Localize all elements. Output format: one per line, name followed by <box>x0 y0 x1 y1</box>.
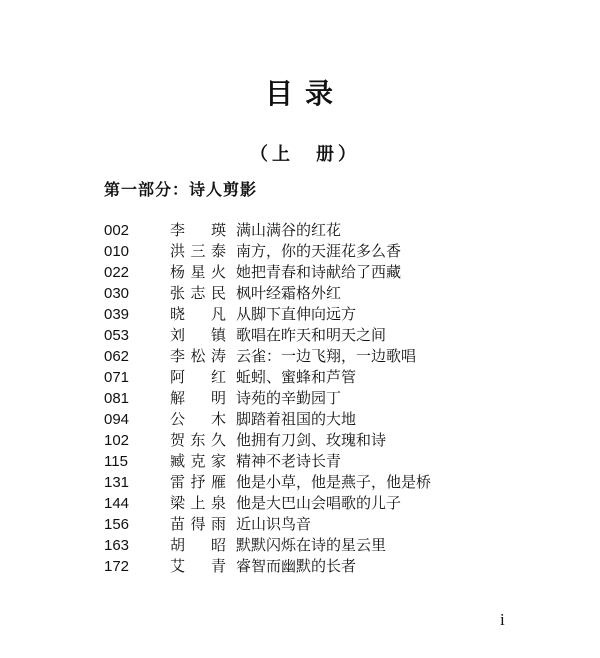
toc-page-number: 156 <box>104 516 130 533</box>
toc-entry <box>104 556 504 577</box>
toc-author: 李松涛 <box>170 347 226 365</box>
toc-author: 苗得雨 <box>170 515 226 533</box>
toc-author: 雷抒雁 <box>170 473 226 491</box>
toc-author: 艾 青 <box>170 557 226 575</box>
toc-page-number: 163 <box>104 537 130 554</box>
toc-page-number: 010 <box>104 243 130 260</box>
toc-author: 李 瑛 <box>170 221 226 239</box>
toc-title: 诗苑的辛勤园丁 <box>236 389 342 407</box>
page-number: i <box>500 610 505 629</box>
toc-author: 杨星火 <box>170 263 226 281</box>
toc-entry <box>104 409 504 430</box>
toc-title: 歌唱在昨天和明天之间 <box>236 326 387 344</box>
toc-entry <box>104 493 504 514</box>
toc-title: 她把青春和诗献给了西藏 <box>236 263 402 281</box>
toc-title: 默默闪烁在诗的星云里 <box>236 536 387 554</box>
page-title: 目录 <box>264 77 345 110</box>
toc-title: 脚踏着祖国的大地 <box>236 410 357 428</box>
toc-entry <box>104 220 504 241</box>
toc-page-number: 022 <box>104 264 130 281</box>
toc-title: 云雀：一边飞翔，一边歌唱 <box>236 347 417 365</box>
toc-author: 贺东久 <box>170 431 226 449</box>
toc-title: 他是小草，他是燕子，他是桥 <box>236 473 432 491</box>
toc-entry <box>104 451 504 472</box>
toc-title: 南方，你的天涯花多么香 <box>236 242 402 260</box>
toc-page-number: 144 <box>104 495 130 512</box>
toc-entry <box>104 241 504 262</box>
toc-page-number: 081 <box>104 390 130 407</box>
toc-page-number: 071 <box>104 369 130 386</box>
toc-title: 精神不老诗长青 <box>236 452 342 470</box>
toc-page-number: 115 <box>104 453 128 470</box>
toc-entry <box>104 472 504 493</box>
toc-title: 枫叶经霜格外红 <box>236 284 342 302</box>
toc-author: 胡 昭 <box>170 536 226 554</box>
toc-page-number: 131 <box>104 474 130 491</box>
toc-page-number: 053 <box>104 327 130 344</box>
toc-entry <box>104 388 504 409</box>
section-heading: 第一部分：诗人剪影 <box>104 180 258 199</box>
toc-title: 他是大巴山会唱歌的儿子 <box>236 494 402 512</box>
toc-author: 解 明 <box>170 389 226 407</box>
toc-page-number: 062 <box>104 348 130 365</box>
toc-author: 洪三泰 <box>170 242 226 260</box>
toc-entry <box>104 283 504 304</box>
toc-author: 臧克家 <box>170 452 226 470</box>
toc-page-number: 002 <box>104 222 130 239</box>
toc-entry <box>104 325 504 346</box>
toc-entry <box>104 262 504 283</box>
toc-author: 阿 红 <box>170 368 226 386</box>
toc-title: 他拥有刀剑、玫瑰和诗 <box>236 431 387 449</box>
volume-heading: （上 册） <box>250 144 360 165</box>
toc-title: 睿智而幽默的长者 <box>236 557 357 575</box>
toc-page-number: 094 <box>104 411 130 428</box>
toc-entry <box>104 304 504 325</box>
toc-entry <box>104 346 504 367</box>
toc-author: 张志民 <box>170 284 226 302</box>
toc-page-number: 172 <box>104 558 130 575</box>
toc-title: 近山识鸟音 <box>236 515 312 533</box>
toc-author: 刘 镇 <box>170 326 226 344</box>
toc-page-number: 039 <box>104 306 130 323</box>
toc-page-number: 030 <box>104 285 130 302</box>
toc-title: 从脚下直伸向远方 <box>236 305 357 323</box>
toc-page-number: 102 <box>104 432 130 449</box>
toc-entry <box>104 514 504 535</box>
toc-author: 晓 凡 <box>170 305 226 323</box>
toc-entry <box>104 430 504 451</box>
toc-author: 梁上泉 <box>170 494 226 512</box>
toc-entry <box>104 367 504 388</box>
toc-author: 公 木 <box>170 410 226 428</box>
toc-title: 蚯蚓、蜜蜂和芦管 <box>236 368 357 386</box>
toc-entry <box>104 535 504 556</box>
toc-title: 满山满谷的红花 <box>236 221 342 239</box>
